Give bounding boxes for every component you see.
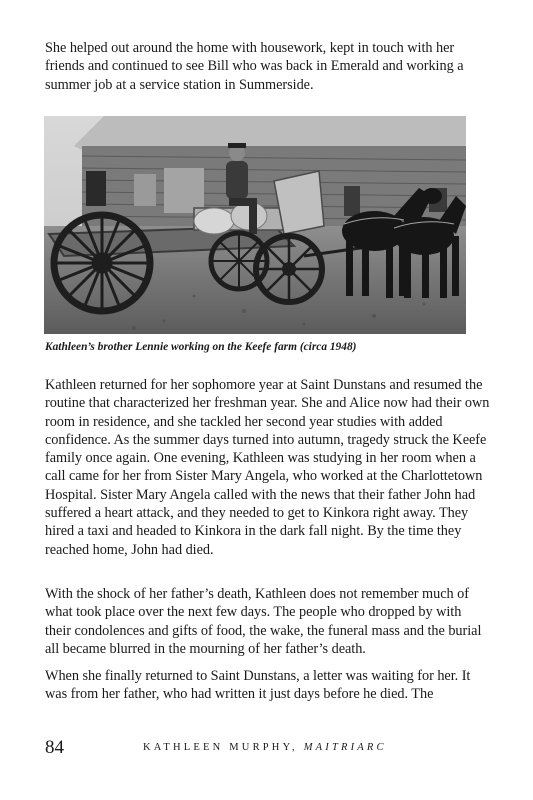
- paragraph-3: With the shock of her father’s death, Kathleen does not remember much of what took place over the next few days. The people who dropped by with their condolences and gifts of food, the wake, the funeral mass and the burial all became blurred in the mourning of her father’s death.: [45, 586, 482, 657]
- running-head-author: KATHLEEN MURPHY,: [143, 742, 298, 753]
- paragraph-1: She helped out around the home with housework, kept in touch with her friends and continued to see Bill who was back in Emerald and working a summer job at a service station in Summerside.: [45, 40, 464, 93]
- photo-caption: Kathleen’s brother Lennie working on the Keefe farm (circa 1948): [45, 341, 357, 353]
- running-head-title: MAITRIARC: [303, 742, 387, 753]
- farm-photograph: [44, 116, 466, 334]
- paragraph-2: Kathleen returned for her sophomore year at Saint Dunstans and resumed the routine that characterized her freshman year. She and Alice now had their own room in residence, and she tackled her second year studies with added confidence. As the summer days turned into autumn, tragedy struck the Keefe family once again. One evening, Kathleen was studying in her room when a call came for her from Sister Mary Angela, who worked at the Charlottetown Hospital. Sister Mary Angela called with the news that their father John had suffered a heart attack, and they needed to get to Kinkora right away. They hired a taxi and headed to Kinkora in the dark fall night. By the time they reached home, John had died.: [45, 377, 490, 558]
- page-number: 84: [45, 737, 64, 758]
- page-footer: [45, 736, 490, 760]
- running-head: [143, 741, 387, 755]
- paragraph-4: When she finally returned to Saint Dunstans, a letter was waiting for her. It was from her father, who had written it just days before he died. The: [45, 668, 471, 703]
